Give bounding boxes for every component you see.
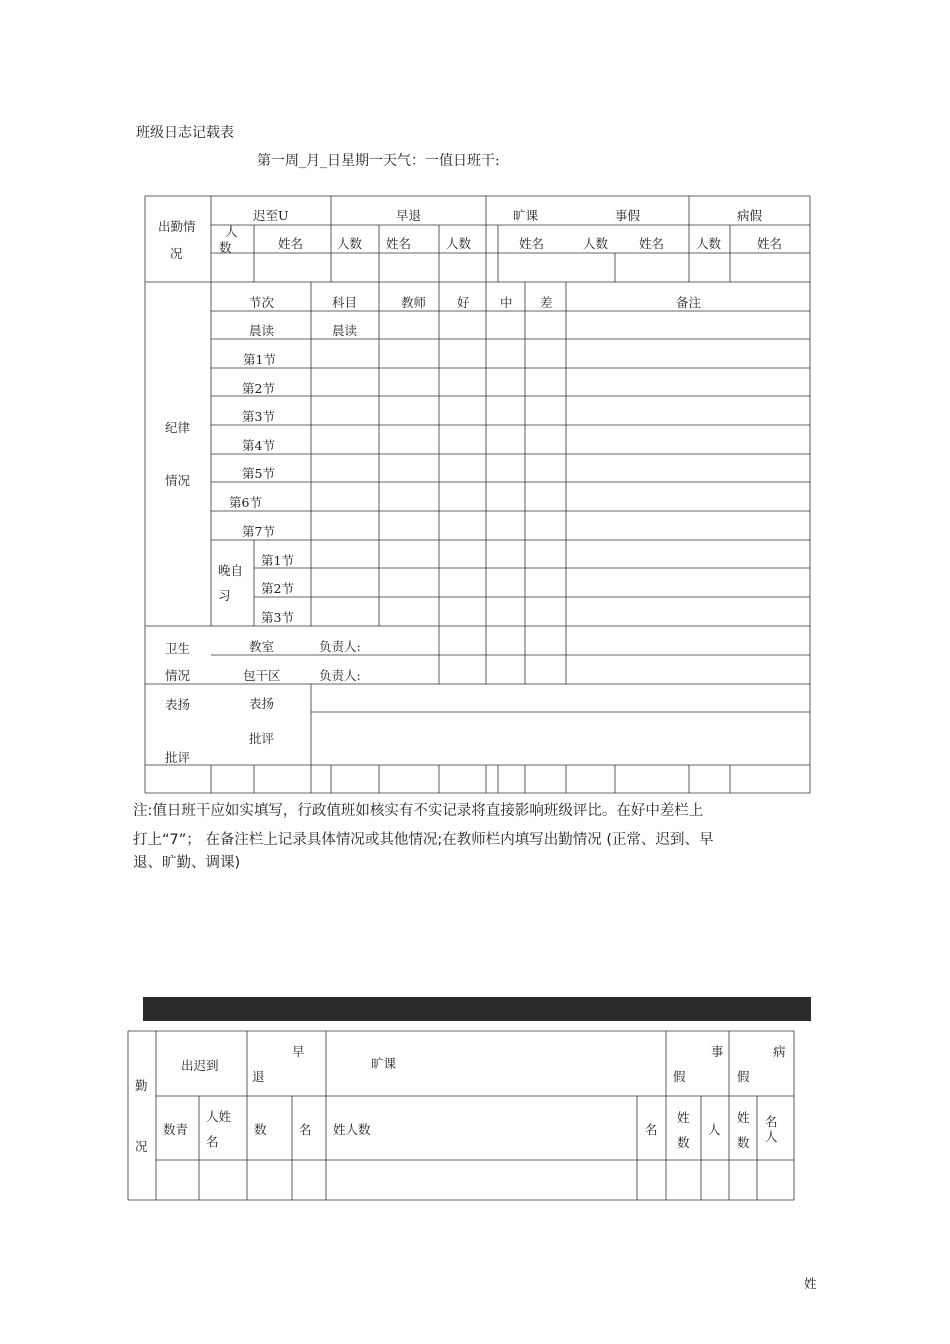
subject-morning-reading: 晨读 — [332, 323, 358, 338]
period-1: 第1节 — [243, 352, 276, 367]
second-personal-header-2: 假 — [673, 1069, 686, 1084]
second-row-c7-b: 数 — [677, 1135, 690, 1150]
second-row-c8: 人 — [708, 1122, 721, 1137]
attendance-section-label: 出勤情 — [158, 219, 196, 234]
second-row-c7: 姓 — [677, 1110, 690, 1125]
sick-count-label: 人数 — [696, 236, 722, 251]
second-side-label: 勤 — [135, 1078, 148, 1093]
second-row-c6: 名 — [645, 1122, 658, 1137]
truancy-name-label: 姓名 — [519, 236, 545, 251]
personal-leave-header: 事假 — [615, 208, 641, 223]
hygiene-classroom-responsible: 负责人: — [319, 639, 361, 654]
late-name-label: 姓名 — [278, 236, 304, 251]
period-3: 第3节 — [242, 409, 275, 424]
document-subtitle: 第一周_月_日星期一天气：一值日班干: — [257, 153, 500, 169]
header-remarks: 备注 — [676, 295, 702, 310]
hygiene-area: 包干区 — [243, 668, 281, 683]
header-medium: 中 — [500, 295, 513, 310]
personal-name-label: 姓名 — [639, 236, 665, 251]
evening-study-label-2: 习 — [218, 588, 231, 603]
header-good: 好 — [457, 295, 470, 310]
evening-study-label: 晚自 — [218, 563, 244, 578]
period-7: 第7节 — [242, 524, 275, 539]
truancy-header: 旷课 — [513, 208, 539, 223]
note-line-2: 打上“7”； 在备注栏上记录具体情况或其他情况;在教师栏内填写出勤情况 (正常、迟到、早 — [133, 832, 714, 848]
dark-header-bar — [143, 997, 811, 1021]
hygiene-section-label-2: 情况 — [165, 668, 191, 683]
period-6: 第6节 — [229, 495, 262, 510]
praise-section-label: 表扬 — [165, 697, 191, 712]
second-late-header: 出迟到 — [181, 1058, 219, 1073]
praise-row-label: 表扬 — [249, 696, 275, 711]
criticism-row-label: 批评 — [249, 731, 275, 746]
second-truancy-header: 旷课 — [371, 1056, 397, 1071]
late-count-label: 人 — [225, 224, 238, 239]
period-4: 第4节 — [242, 438, 275, 453]
second-row-c5: 姓人数 — [333, 1122, 371, 1137]
second-early-header-2: 退 — [252, 1069, 265, 1084]
early-name-label: 姓名 — [386, 236, 412, 251]
truancy-count-label: 人数 — [446, 236, 472, 251]
second-side-label-2: 况 — [135, 1139, 148, 1154]
evening-period-1: 第1节 — [261, 553, 294, 568]
criticism-section-label: 批评 — [165, 750, 191, 765]
hygiene-area-responsible: 负责人: — [319, 668, 361, 683]
page-footer-text: 姓 — [804, 1276, 817, 1291]
late-count-label-2: 数 — [219, 240, 232, 255]
second-row-c3: 数 — [254, 1122, 267, 1137]
second-row-c2-b: 名 — [206, 1134, 219, 1149]
second-sick-header: 病 — [773, 1044, 786, 1059]
hygiene-section-label: 卫生 — [165, 641, 191, 656]
second-row-c10-b: 人 — [765, 1129, 778, 1144]
evening-period-2: 第2节 — [261, 581, 294, 596]
second-early-header: 早 — [292, 1044, 305, 1059]
second-row-c10: 名 — [765, 1114, 778, 1129]
second-personal-header: 事 — [711, 1044, 724, 1059]
header-teacher: 教师 — [401, 295, 427, 310]
header-subject: 科目 — [332, 295, 358, 310]
sick-leave-header: 病假 — [737, 208, 763, 223]
evening-period-3: 第3节 — [261, 610, 294, 625]
header-period: 节次 — [249, 295, 275, 310]
second-row-c2: 人姓 — [206, 1109, 232, 1124]
second-row-c9: 姓 — [737, 1110, 750, 1125]
second-sick-header-2: 假 — [737, 1069, 750, 1084]
document-title: 班级日志记载表 — [136, 125, 234, 141]
period-2: 第2节 — [242, 381, 275, 396]
period-5: 第5节 — [242, 466, 275, 481]
period-morning-reading: 晨读 — [249, 323, 275, 338]
attendance-section-label-2: 况 — [170, 246, 183, 261]
early-count-label: 人数 — [337, 236, 363, 251]
header-poor: 差 — [540, 295, 553, 310]
discipline-section-label-2: 情况 — [165, 473, 191, 488]
note-line-3: 退、旷勤、调课) — [133, 855, 241, 871]
second-row-c1: 数青 — [163, 1122, 189, 1137]
hygiene-classroom: 教室 — [249, 639, 275, 654]
sick-name-label: 姓名 — [757, 236, 783, 251]
early-leave-header: 早退 — [396, 208, 422, 223]
personal-count-label: 人数 — [583, 236, 609, 251]
note-line-1: 注:值日班干应如实填写，行政值班如核实有不实记录将直接影响班级评比。在好中差栏上 — [133, 803, 704, 819]
discipline-section-label: 纪律 — [165, 420, 191, 435]
second-row-c4: 名 — [299, 1122, 312, 1137]
late-header: 迟至U — [253, 208, 289, 223]
second-row-c9-b: 数 — [737, 1135, 750, 1150]
